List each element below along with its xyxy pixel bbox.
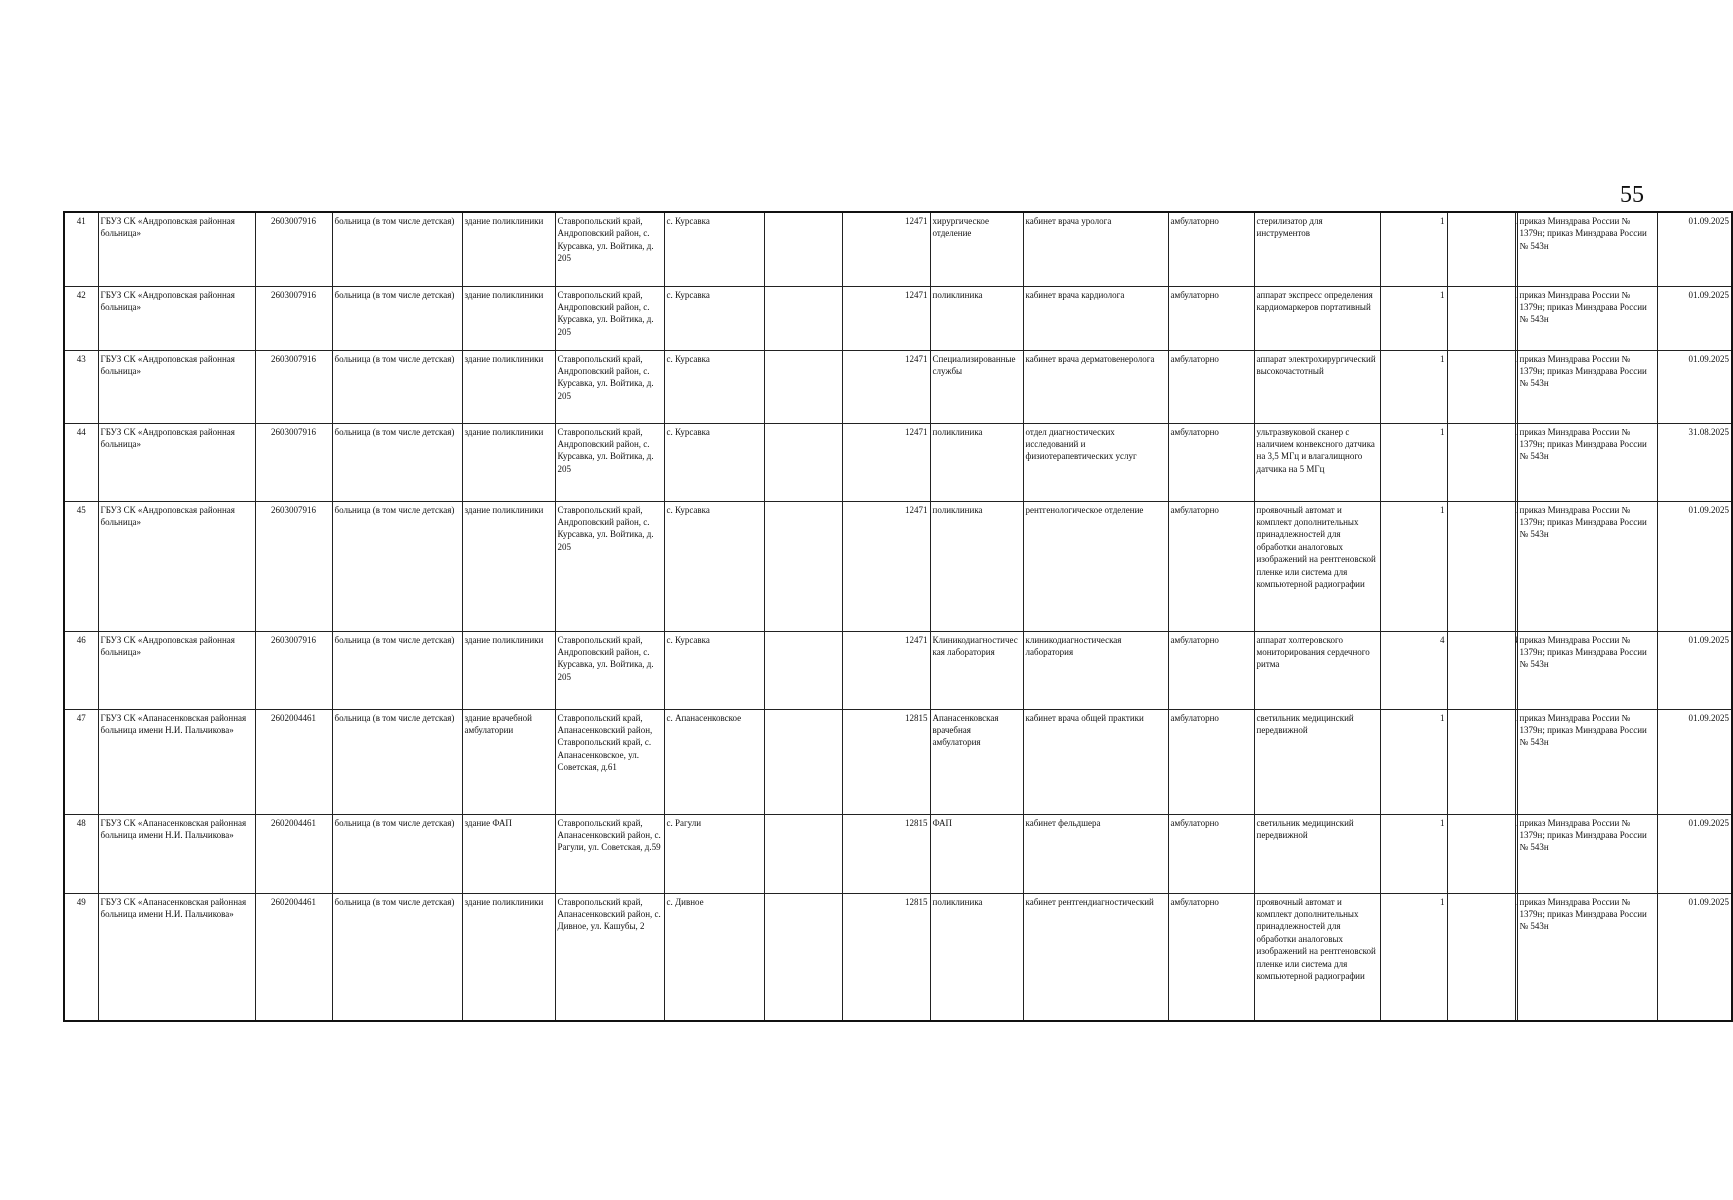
cell-regulatory-basis: приказ Минздрава России № 1379н; приказ Минздрава России № 543н xyxy=(1517,350,1657,423)
cell-settlement: с. Дивное xyxy=(664,893,764,1021)
cell-quantity-required: 1 xyxy=(1380,350,1447,423)
cell-organization: ГБУЗ СК «Андроповская районная больница» xyxy=(98,212,255,286)
cell-regulatory-basis: приказ Минздрава России № 1379н; приказ Минздрава России № 543н xyxy=(1517,893,1657,1021)
table-row xyxy=(64,631,1732,709)
cell-building: здание поликлиники xyxy=(462,631,555,709)
cell-building: здание поликлиники xyxy=(462,212,555,286)
cell-date: 01.09.2025 xyxy=(1657,501,1732,631)
cell-organization: ГБУЗ СК «Андроповская районная больница» xyxy=(98,350,255,423)
cell-oktmo-code: 12471 xyxy=(842,350,930,423)
cell-oktmo-code: 12815 xyxy=(842,893,930,1021)
table-row xyxy=(64,286,1732,350)
cell-facility-type: больница (в том числе детская) xyxy=(332,631,462,709)
page-number: 55 xyxy=(1620,182,1644,208)
cell-row-number: 47 xyxy=(64,709,98,814)
cell-care-mode: амбулаторно xyxy=(1168,814,1254,893)
table-row xyxy=(64,501,1732,631)
table-body xyxy=(64,212,1732,1021)
cell-room: рентгенологическое отделение xyxy=(1023,501,1168,631)
cell-department: ФАП xyxy=(930,814,1023,893)
cell-regulatory-basis: приказ Минздрава России № 1379н; приказ Минздрава России № 543н xyxy=(1517,501,1657,631)
cell-care-mode: амбулаторно xyxy=(1168,501,1254,631)
cell-facility-type: больница (в том числе детская) xyxy=(332,709,462,814)
cell-inn: 2602004461 xyxy=(255,893,332,1021)
cell-facility-type: больница (в том числе детская) xyxy=(332,501,462,631)
cell-building: здание поликлиники xyxy=(462,350,555,423)
cell-oktmo-code: 12815 xyxy=(842,814,930,893)
cell-equipment: аппарат экспресс определения кардиомаркеров портативный xyxy=(1254,286,1380,350)
cell-building: здание ФАП xyxy=(462,814,555,893)
cell-department: поликлиника xyxy=(930,286,1023,350)
cell-row-number: 45 xyxy=(64,501,98,631)
cell-address: Ставропольский край, Андроповский район, с. Курсавка, ул. Войтика, д. 205 xyxy=(555,286,664,350)
cell-department: поликлиника xyxy=(930,893,1023,1021)
cell-extra xyxy=(764,631,842,709)
cell-department: хирургическое отделение xyxy=(930,212,1023,286)
cell-regulatory-basis: приказ Минздрава России № 1379н; приказ Минздрава России № 543н xyxy=(1517,423,1657,501)
cell-quantity-required: 1 xyxy=(1380,501,1447,631)
cell-quantity-available xyxy=(1447,893,1515,1021)
cell-quantity-available xyxy=(1447,814,1515,893)
cell-settlement: с. Апанасенковское xyxy=(664,709,764,814)
cell-room: отдел диагностических исследований и физиотерапевтических услуг xyxy=(1023,423,1168,501)
cell-oktmo-code: 12471 xyxy=(842,501,930,631)
table-row xyxy=(64,814,1732,893)
cell-room: кабинет рентгендиагностический xyxy=(1023,893,1168,1021)
cell-inn: 2603007916 xyxy=(255,423,332,501)
cell-date: 01.09.2025 xyxy=(1657,350,1732,423)
cell-inn: 2602004461 xyxy=(255,709,332,814)
table-row xyxy=(64,350,1732,423)
cell-quantity-available xyxy=(1447,709,1515,814)
cell-date: 01.09.2025 xyxy=(1657,286,1732,350)
cell-department: Специализированные службы xyxy=(930,350,1023,423)
cell-row-number: 42 xyxy=(64,286,98,350)
cell-address: Ставропольский край, Андроповский район, с. Курсавка, ул. Войтика, д. 205 xyxy=(555,631,664,709)
cell-quantity-available xyxy=(1447,286,1515,350)
cell-inn: 2603007916 xyxy=(255,350,332,423)
cell-care-mode: амбулаторно xyxy=(1168,212,1254,286)
cell-building: здание поликлиники xyxy=(462,423,555,501)
cell-quantity-required: 4 xyxy=(1380,631,1447,709)
cell-room: кабинет врача уролога xyxy=(1023,212,1168,286)
cell-facility-type: больница (в том числе детская) xyxy=(332,286,462,350)
cell-quantity-available xyxy=(1447,501,1515,631)
cell-extra xyxy=(764,212,842,286)
cell-care-mode: амбулаторно xyxy=(1168,350,1254,423)
cell-care-mode: амбулаторно xyxy=(1168,631,1254,709)
cell-department: Апанасенковская врачебная амбулатория xyxy=(930,709,1023,814)
cell-care-mode: амбулаторно xyxy=(1168,286,1254,350)
table-row xyxy=(64,212,1732,286)
table-row xyxy=(64,423,1732,501)
cell-equipment: светильник медицинский передвижной xyxy=(1254,814,1380,893)
cell-extra xyxy=(764,893,842,1021)
cell-extra xyxy=(764,501,842,631)
cell-equipment: ультразвуковой сканер с наличием конвексного датчика на 3,5 МГц и влагалищного датчика на 5 МГц xyxy=(1254,423,1380,501)
cell-building: здание врачебной амбулатории xyxy=(462,709,555,814)
cell-inn: 2603007916 xyxy=(255,631,332,709)
cell-equipment: аппарат холтеровского мониторирования сердечного ритма xyxy=(1254,631,1380,709)
cell-extra xyxy=(764,423,842,501)
cell-date: 01.09.2025 xyxy=(1657,212,1732,286)
cell-room: кабинет врача общей практики xyxy=(1023,709,1168,814)
cell-settlement: с. Курсавка xyxy=(664,212,764,286)
cell-settlement: с. Курсавка xyxy=(664,286,764,350)
cell-quantity-available xyxy=(1447,350,1515,423)
cell-room: клиникодиагностическая лаборатория xyxy=(1023,631,1168,709)
cell-inn: 2603007916 xyxy=(255,501,332,631)
cell-equipment: проявочный автомат и комплект дополнительных принадлежностей для обработки аналоговых изображений на рентгеновской пленке или система для компьютерной радиографии xyxy=(1254,501,1380,631)
cell-regulatory-basis: приказ Минздрава России № 1379н; приказ Минздрава России № 543н xyxy=(1517,814,1657,893)
cell-room: кабинет врача дерматовенеролога xyxy=(1023,350,1168,423)
cell-row-number: 46 xyxy=(64,631,98,709)
cell-building: здание поликлиники xyxy=(462,893,555,1021)
cell-oktmo-code: 12471 xyxy=(842,212,930,286)
cell-quantity-required: 1 xyxy=(1380,709,1447,814)
cell-settlement: с. Курсавка xyxy=(664,423,764,501)
cell-address: Ставропольский край, Андроповский район, с. Курсавка, ул. Войтика, д. 205 xyxy=(555,350,664,423)
cell-regulatory-basis: приказ Минздрава России № 1379н; приказ Минздрава России № 543н xyxy=(1517,286,1657,350)
cell-organization: ГБУЗ СК «Апанасенковская районная больница имени Н.И. Пальчикова» xyxy=(98,709,255,814)
cell-regulatory-basis: приказ Минздрава России № 1379н; приказ Минздрава России № 543н xyxy=(1517,709,1657,814)
cell-settlement: с. Рагули xyxy=(664,814,764,893)
cell-row-number: 49 xyxy=(64,893,98,1021)
cell-room: кабинет врача кардиолога xyxy=(1023,286,1168,350)
cell-extra xyxy=(764,814,842,893)
cell-date: 01.09.2025 xyxy=(1657,631,1732,709)
cell-row-number: 41 xyxy=(64,212,98,286)
cell-building: здание поликлиники xyxy=(462,286,555,350)
table-row xyxy=(64,893,1732,1021)
cell-settlement: с. Курсавка xyxy=(664,501,764,631)
cell-quantity-required: 1 xyxy=(1380,423,1447,501)
cell-extra xyxy=(764,709,842,814)
cell-room: кабинет фельдшера xyxy=(1023,814,1168,893)
cell-address: Ставропольский край, Андроповский район, с. Курсавка, ул. Войтика, д. 205 xyxy=(555,501,664,631)
cell-organization: ГБУЗ СК «Андроповская районная больница» xyxy=(98,631,255,709)
cell-oktmo-code: 12471 xyxy=(842,631,930,709)
cell-inn: 2602004461 xyxy=(255,814,332,893)
cell-settlement: с. Курсавка xyxy=(664,631,764,709)
cell-address: Ставропольский край, Андроповский район, с. Курсавка, ул. Войтика, д. 205 xyxy=(555,423,664,501)
cell-organization: ГБУЗ СК «Андроповская районная больница» xyxy=(98,501,255,631)
cell-care-mode: амбулаторно xyxy=(1168,709,1254,814)
cell-date: 01.09.2025 xyxy=(1657,709,1732,814)
equipment-table xyxy=(63,211,1733,1022)
cell-address: Ставропольский край, Апанасенковский район, с. Дивное, ул. Кашубы, 2 xyxy=(555,893,664,1021)
cell-oktmo-code: 12471 xyxy=(842,286,930,350)
cell-equipment: аппарат электрохирургический высокочастотный xyxy=(1254,350,1380,423)
cell-organization: ГБУЗ СК «Апанасенковская районная больница имени Н.И. Пальчикова» xyxy=(98,814,255,893)
table-row xyxy=(64,709,1732,814)
cell-facility-type: больница (в том числе детская) xyxy=(332,350,462,423)
cell-settlement: с. Курсавка xyxy=(664,350,764,423)
cell-building: здание поликлиники xyxy=(462,501,555,631)
cell-quantity-required: 1 xyxy=(1380,893,1447,1021)
cell-date: 01.09.2025 xyxy=(1657,814,1732,893)
cell-care-mode: амбулаторно xyxy=(1168,893,1254,1021)
cell-address: Ставропольский край, Апанасенковский район, Ставропольский край, с. Апанасенковское, ул. Советская, д.61 xyxy=(555,709,664,814)
cell-inn: 2603007916 xyxy=(255,286,332,350)
cell-inn: 2603007916 xyxy=(255,212,332,286)
cell-extra xyxy=(764,286,842,350)
cell-facility-type: больница (в том числе детская) xyxy=(332,212,462,286)
cell-address: Ставропольский край, Апанасенковский район, с. Рагули, ул. Советская, д.59 xyxy=(555,814,664,893)
cell-department: поликлиника xyxy=(930,501,1023,631)
cell-equipment: стерилизатор для инструментов xyxy=(1254,212,1380,286)
cell-regulatory-basis: приказ Минздрава России № 1379н; приказ Минздрава России № 543н xyxy=(1517,631,1657,709)
cell-department: Клиникодиагностическая лаборатория xyxy=(930,631,1023,709)
cell-organization: ГБУЗ СК «Андроповская районная больница» xyxy=(98,286,255,350)
cell-regulatory-basis: приказ Минздрава России № 1379н; приказ Минздрава России № 543н xyxy=(1517,212,1657,286)
cell-row-number: 44 xyxy=(64,423,98,501)
cell-quantity-required: 1 xyxy=(1380,212,1447,286)
cell-extra xyxy=(764,350,842,423)
cell-equipment: проявочный автомат и комплект дополнительных принадлежностей для обработки аналоговых изображений на рентгеновской пленке или система для компьютерной радиографии xyxy=(1254,893,1380,1021)
cell-oktmo-code: 12471 xyxy=(842,423,930,501)
cell-facility-type: больница (в том числе детская) xyxy=(332,423,462,501)
cell-care-mode: амбулаторно xyxy=(1168,423,1254,501)
cell-quantity-available xyxy=(1447,631,1515,709)
cell-organization: ГБУЗ СК «Андроповская районная больница» xyxy=(98,423,255,501)
cell-row-number: 43 xyxy=(64,350,98,423)
cell-quantity-available xyxy=(1447,212,1515,286)
cell-facility-type: больница (в том числе детская) xyxy=(332,893,462,1021)
cell-quantity-available xyxy=(1447,423,1515,501)
cell-equipment: светильник медицинский передвижной xyxy=(1254,709,1380,814)
cell-quantity-required: 1 xyxy=(1380,814,1447,893)
cell-oktmo-code: 12815 xyxy=(842,709,930,814)
cell-date: 31.08.2025 xyxy=(1657,423,1732,501)
cell-facility-type: больница (в том числе детская) xyxy=(332,814,462,893)
cell-organization: ГБУЗ СК «Апанасенковская районная больница имени Н.И. Пальчикова» xyxy=(98,893,255,1021)
cell-department: поликлиника xyxy=(930,423,1023,501)
cell-date: 01.09.2025 xyxy=(1657,893,1732,1021)
cell-quantity-required: 1 xyxy=(1380,286,1447,350)
cell-row-number: 48 xyxy=(64,814,98,893)
cell-address: Ставропольский край, Андроповский район, с. Курсавка, ул. Войтика, д. 205 xyxy=(555,212,664,286)
